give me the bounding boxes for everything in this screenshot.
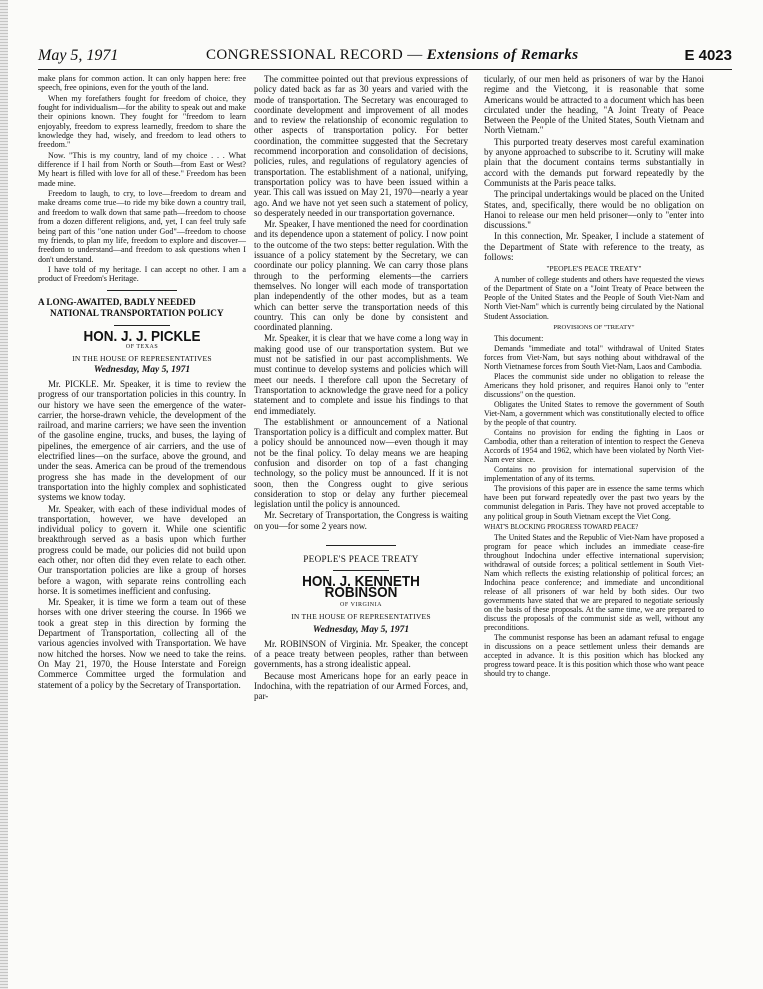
paragraph: Mr. Speaker, it is clear that we have come a long way in making good use of our transportation system. But we must not be satisfied in our past accomplishments. We must continue to develop systems and policies which will meet our needs. I therefore call upon the Secretary of Transportation to acknowledge the grave need for a policy statement and to complete and issue his findings to that end immediately. bbox=[254, 333, 468, 416]
section-divider bbox=[326, 545, 396, 546]
header-title-section: Extensions of Remarks bbox=[426, 47, 579, 63]
paragraph: Mr. PICKLE. Mr. Speaker, it is time to review the progress of our transportation policies in this country. In our history we have seen the emergence of the water-carrier, the horse-drawn vehicle, the development of the railroad, and marine carriers; we have seen the invention of the gasoline engine, trucks, and buses, the laying of pipelines, the emergence of air carriers, and the use of electrified lines—on the surface, above the ground, and under the seas. America can be proud of the tremendous progress she has made in the development of our transportation into the highly complex and sophisticated systems we know today. bbox=[38, 378, 246, 503]
quoted-paragraph: Obligates the United States to remove the government of South Viet-Nam, a government which was constitutionally elected to office by the people of that country. bbox=[484, 399, 704, 428]
header-rule bbox=[38, 69, 732, 70]
quoted-paragraph: Contains no provision for ending the fighting in Laos or Cambodia, other than a reiteration of intention to respect the Geneva Accords of 1954 and 1962, which have been violated by North Viet-Nam ever since. bbox=[484, 428, 704, 465]
quoted-paragraph: Demands "immediate and total" withdrawal of United States forces from Viet-Nam, but says nothing about withdrawal of the North Vietnamese forces from South Viet-Nam, Laos and Cambodia. bbox=[484, 343, 704, 371]
quoted-paragraph: This document: bbox=[494, 333, 544, 343]
speaker-state: OF VIRGINIA bbox=[340, 601, 382, 608]
subsection-title: PROVISIONS OF "TREATY" bbox=[553, 323, 635, 331]
section-divider bbox=[107, 290, 177, 291]
paragraph: In this connection, Mr. Speaker, I include a statement of the Department of State with reference to the treaty, as follows: bbox=[484, 231, 704, 263]
speaker-name: HON. J. J. PICKLE bbox=[83, 327, 201, 345]
quoted-paragraph: The communist response has been an adamant refusal to engage in discussions on a peace settlement unless their demands are accepted in advance. It is this position which has blocked any progress toward peace. It is this position which those who want peace should try to change. bbox=[484, 633, 705, 679]
paragraph: Freedom to laugh, to cry, to love—freedom to dream and make dreams come true—to ride my bike down a country trail, and freedom to walk down that same path—freedom to choose from a dozen different religions, and, yet, I can feel truly safe being part of this "one nation under God"—freedom to choose my friends, to plan my life, freedom to explore and discover—freedom to understand—and freedom to ask questions when I don't understand. bbox=[38, 189, 246, 264]
speaker-state: OF TEXAS bbox=[125, 343, 159, 350]
house-line: IN THE HOUSE OF REPRESENTATIVES bbox=[72, 354, 212, 364]
quoted-paragraph: Contains no provision for international supervision of the implementation of any of its terms. bbox=[484, 465, 704, 484]
quote-title: "PEOPLE'S PEACE TREATY" bbox=[546, 264, 642, 274]
page-header bbox=[38, 47, 732, 71]
binding-edge bbox=[0, 0, 8, 989]
paragraph: The principal undertakings would be placed on the United States, and, specifically, there would be no obligation on Hanoi to release our men held prisoner—only to "enter into discussions." bbox=[484, 189, 704, 231]
paragraph: Because most Americans hope for an early peace in Indochina, with the repatriation of our Armed Forces, and, par- bbox=[254, 670, 468, 702]
section-divider bbox=[114, 325, 170, 326]
house-line: IN THE HOUSE OF REPRESENTATIVES bbox=[291, 612, 431, 622]
paragraph: Mr. Speaker, I have mentioned the need for coordination and its dependence upon a statement of policy. I now point to the outcome of the two steps: better regulation. With the issuance of a policy statement by the Secretary, we can coordinate our policy planning. We can carry those plans through to the performing elements—the carriers themselves. No longer will each mode of transportation plan independently of the other modes, but as a team which can better serve the transportation needs of this country. This can only be done by consistent and coordinated planning. bbox=[254, 219, 468, 333]
header-title-main: CONGRESSIONAL RECORD — bbox=[206, 47, 423, 63]
quoted-paragraph: The United States and the Republic of Viet-Nam have proposed a program for peace which includes an immediate cease-fire throughout Indochina under effective international supervision; withdrawal of outside forces; a political settlement in South Viet-Nam which reflects the existing relationship of political forces; an Indochina peace conference; and immediate and unconditional release of all prisoners of war held by both sides. Our two governments have stated that we are prepared to negotiate seriously on the basis of these proposals. At the same time, we are prepared to discuss the proposals of the communist side as well, without any preconditions. bbox=[484, 532, 704, 633]
speaker-name: HON. J. KENNETH ROBINSON bbox=[302, 573, 420, 601]
column-3 bbox=[484, 74, 704, 679]
header-date: May 5, 1971 bbox=[38, 47, 119, 64]
header-page-id: E 4023 bbox=[684, 47, 732, 64]
paragraph: Mr. Speaker, it is time we form a team out of these horses with one driver steering the course. In 1966 we took a great step in this direction by forming the Department of Transportation, collecting all of the various agencies involved with Transportation. We have now hitched the horses. Now we need to take the reins. On May 21, 1970, the House Interstate and Foreign Commerce Committee urged the formulation and statement of a policy by the Secretary of Transportation. bbox=[38, 597, 246, 690]
paragraph: The committee pointed out that previous expressions of policy dated back as far as 30 years and varied with the mode of transportation. The Secretary was encouraged to coordinate development and improvement of all modes and to review the relationship of economic regulation to other aspects of transportation policy. For better coordination, the committee suggested that the Secretary recommend incorporation and consolidation of decisions, policies, rules, and regulations of regulatory agencies of transportation. The establishment of a national, unifying, transportation policy was to have been issued within a year. This call was issued on May 21, 1970—nearly a year ago. And we have not yet seen such a statement of policy, so desperately needed in our transportation governance. bbox=[254, 74, 468, 218]
section-title: A LONG-AWAITED, BADLY NEEDED NATIONAL TRANSPORTATION POLICY bbox=[38, 296, 224, 318]
column-2 bbox=[254, 74, 468, 703]
paragraph: When my forefathers fought for freedom of choice, they fought for individualism—for the ability to speak out and make their opinions known. They fought for "freedom to learn enjoyably, freedom to express learnedly, freedom to share the knowledge they had, wisely, and freedom to lead others to freedom." bbox=[38, 93, 246, 150]
subsection-title: WHAT'S BLOCKING PROGRESS TOWARD PEACE? bbox=[484, 523, 639, 531]
dateline: Wednesday, May 5, 1971 bbox=[312, 624, 410, 635]
paragraph: Mr. ROBINSON of Virginia. Mr. Speaker, the concept of a peace treaty between peoples, rather than between governments, has a strong idealistic appeal. bbox=[254, 638, 468, 670]
section-divider bbox=[333, 570, 389, 571]
quoted-paragraph: The provisions of this paper are in essence the same terms which have been put forward repeatedly over the past two years by the communist delegation in Paris. They have not proved acceptable to any political group in South Vietnam except the Viet Cong. bbox=[484, 484, 704, 521]
paragraph: The establishment or announcement of a National Transportation policy is a difficult and complex matter. But a policy should be announced now—even though it may not be the final policy. To delay means we are heaping confusion and disorder on top of a fast changing technology, so the policy must be announced. If it is not soon, then the Congress ought to give serious consideration to stop or delay any further piecemeal legislation until the policy is announced. bbox=[254, 416, 468, 510]
paragraph: Mr. Secretary of Transportation, the Congress is waiting on you—for some 2 years now. bbox=[254, 510, 468, 531]
section-title: PEOPLE'S PEACE TREATY bbox=[303, 554, 419, 565]
paragraph: Now. "This is my country, land of my choice . . . What difference if I hail from North or South—from East or West? My heart is filled with love for all of these." Freedom has been made mine. bbox=[38, 150, 246, 188]
dateline: Wednesday, May 5, 1971 bbox=[93, 364, 191, 375]
column-1 bbox=[38, 74, 246, 691]
paragraph: ticularly, of our men held as prisoners of war by the Hanoi regime and the Vietcong, it is reasonable that some Americans would be attracted to a document which has been circulated under the heading, "A Joint Treaty of Peace Between the People of the United States, South Vietnam and North Vietnam." bbox=[484, 74, 704, 136]
paragraph: This purported treaty deserves most careful examination by anyone approached to subscribe to it. Scrutiny will make plain that the document contains terms substantially in accord with the demands put forward repeatedly by the Communists at the Paris peace talks. bbox=[484, 136, 704, 188]
header-title bbox=[206, 47, 579, 64]
paragraph: Mr. Speaker, with each of these individual modes of transportation, however, we have developed an individual policy to govern it. While one scientific breakthrough served as a basis upon which further progress could be made, our policies did not build upon each other, nor often did they even relate to each other. Our transportation policies are like a group of horses before a wagon, with separate reins controlling each horse. It is sometimes inefficient and confusing. bbox=[38, 503, 246, 596]
paragraph: I have told of my heritage. I can accept no other. I am a product of Freedom's Heritage. bbox=[38, 264, 246, 284]
quoted-paragraph: A number of college students and others have requested the views of the Department of State on a "Joint Treaty of Peace between the People of the United States and the People of South Viet-Nam and North Viet-Nam" which is currently being circulated by the National Student Association. bbox=[484, 275, 704, 321]
quoted-paragraph: Places the communist side under no obligation to release the Americans they hold prisoner, and requires Hanoi only to "enter discussions" on the question. bbox=[484, 371, 704, 399]
paragraph: make plans for common action. It can only happen here: free speech, free opinions, even for the youth of the land. bbox=[38, 74, 246, 93]
